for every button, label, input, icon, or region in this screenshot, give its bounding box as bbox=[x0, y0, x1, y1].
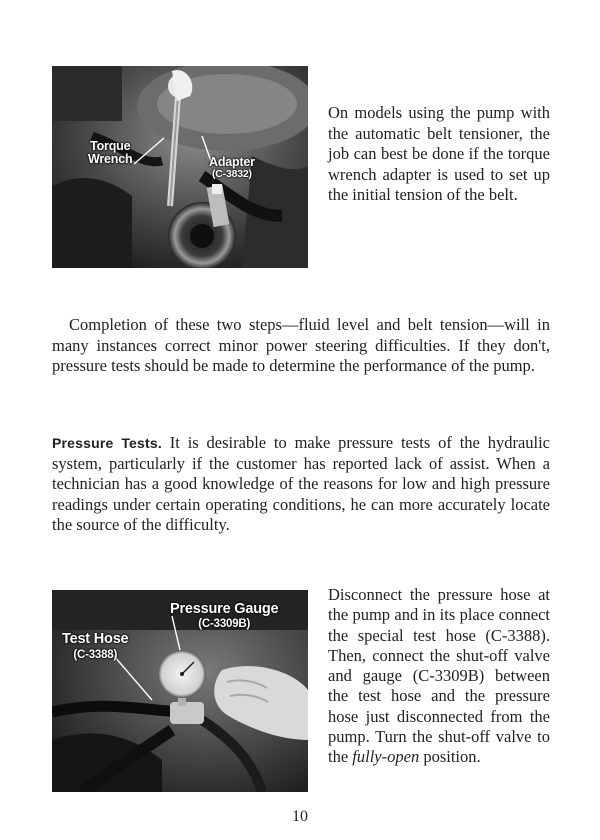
belt-tensioner-text bbox=[328, 103, 550, 206]
pressure-tests-heading: Pressure Tests. bbox=[52, 435, 162, 451]
pressure-tests-body: It is desirable to make pressure tests of the hydraulic system, particularly if the customer has reported lack of assist. When a technician has a good knowledge of the reasons for low and high pressure readings under certain operating conditions, he can more accurately locate the source of the difficulty. bbox=[52, 433, 551, 534]
instructions-text: Disconnect the pressure hose at the pump and in its place connect the special test hose (C-3388). Then, connect the shut-off valve and gauge (C-3309B) between the test hose and the pressure hose just disconnected from the pump. Turn the shut-off valve to the bbox=[328, 585, 550, 767]
callout-test-hose-line2: (C-3388) bbox=[73, 648, 118, 661]
callout-pressure-gauge-line1: Pressure Gauge bbox=[170, 601, 279, 617]
pressure-gauge-photo bbox=[52, 590, 308, 792]
test-hose-instructions bbox=[328, 585, 550, 768]
fully-open-emphasis: fully-open bbox=[352, 747, 420, 767]
test-hose-instructions-paragraph bbox=[328, 585, 550, 768]
engine-photo-1-illustration bbox=[52, 66, 308, 268]
callout-torque-wrench bbox=[88, 140, 132, 165]
callout-pressure-gauge bbox=[170, 602, 278, 630]
completion-paragraph bbox=[52, 315, 550, 377]
callout-test-hose bbox=[62, 632, 128, 661]
callout-torque-wrench-line2: Wrench bbox=[88, 151, 133, 166]
belt-tensioner-paragraph: On models using the pump with the automatic belt tensioner, the job can best be done if the torque wrench adapter is used to set up the initial tension of the belt. bbox=[328, 103, 550, 204]
instructions-text-end: position. bbox=[419, 747, 481, 767]
callout-test-hose-line1: Test Hose bbox=[62, 631, 129, 647]
callout-pressure-gauge-line2: (C-3309B) bbox=[198, 617, 251, 630]
callout-adapter bbox=[209, 156, 255, 179]
pressure-tests-section bbox=[52, 433, 550, 536]
callout-adapter-line1: Adapter bbox=[209, 155, 255, 169]
pressure-tests-paragraph bbox=[52, 433, 550, 536]
completion-paragraph-text: Completion of these two steps—fluid level and belt tension—will in many instances correct minor power steering difficulties. If they don't, pressure tests should be made to determine the performance of the pump. bbox=[52, 315, 550, 375]
callout-adapter-line2: (C-3832) bbox=[212, 167, 252, 180]
torque-wrench-photo bbox=[52, 66, 308, 268]
page-number: 10 bbox=[292, 808, 308, 825]
callout-torque-wrench-line1: Torque bbox=[90, 139, 131, 153]
